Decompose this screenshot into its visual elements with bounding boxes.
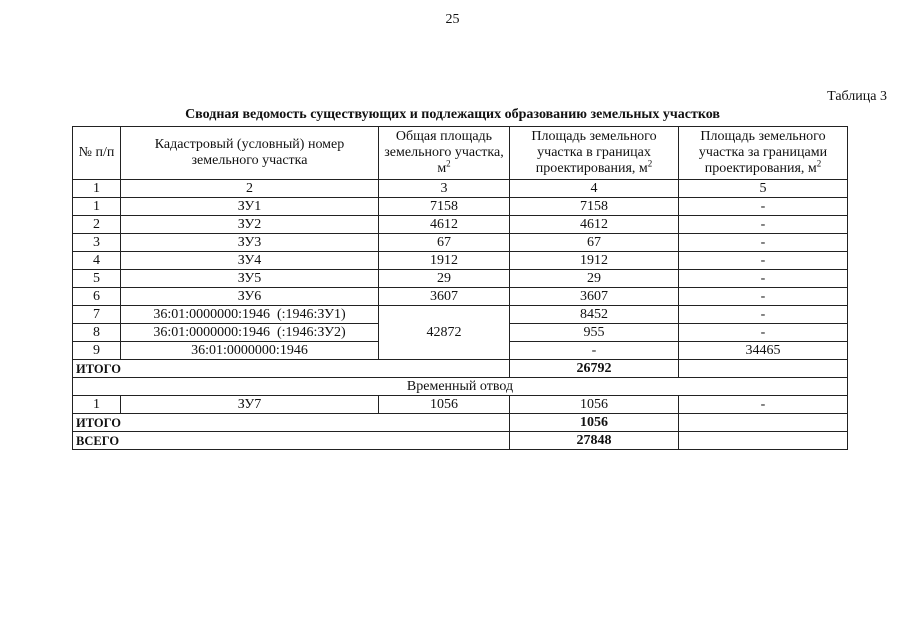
itogo2-label: ИТОГО <box>73 414 510 432</box>
area-inside: 7158 <box>510 198 679 216</box>
plot-id: ЗУ3 <box>121 234 379 252</box>
merged-total-area: 42872 <box>379 306 510 360</box>
header-number: № п/п <box>73 127 121 180</box>
area-inside: 67 <box>510 234 679 252</box>
itogo-value: 26792 <box>510 360 679 378</box>
total-area: 3607 <box>379 288 510 306</box>
header-area-inside: Площадь земельного участка в границах проектирования, $м^2$ <box>510 127 679 180</box>
table-row <box>73 306 848 324</box>
empty-cell <box>679 432 848 450</box>
total-area: 1056 <box>379 396 510 414</box>
area-outside: - <box>679 198 848 216</box>
column-number: 3 <box>379 180 510 198</box>
row-number: 2 <box>73 216 121 234</box>
row-number: 3 <box>73 234 121 252</box>
row-number: 9 <box>73 342 121 360</box>
area-outside: - <box>679 270 848 288</box>
total-area: 29 <box>379 270 510 288</box>
area-outside: - <box>679 324 848 342</box>
header-cadastral: Кадастровый (условный) номер земельного участка <box>121 127 379 180</box>
row-number: 1 <box>73 198 121 216</box>
table-row <box>73 288 848 306</box>
total-area: 1912 <box>379 252 510 270</box>
itogo-label: ИТОГО <box>73 360 510 378</box>
area-outside: - <box>679 234 848 252</box>
itogo2-value: 1056 <box>510 414 679 432</box>
area-outside: - <box>679 216 848 234</box>
area-inside: - <box>510 342 679 360</box>
area-inside: 1912 <box>510 252 679 270</box>
area-inside: 1056 <box>510 396 679 414</box>
row-number: 6 <box>73 288 121 306</box>
plot-id: 36:01:0000000:1946 (:1946:ЗУ2) <box>121 324 379 342</box>
row-number: 4 <box>73 252 121 270</box>
column-number: 2 <box>121 180 379 198</box>
table-row <box>73 396 848 414</box>
plot-id: ЗУ2 <box>121 216 379 234</box>
vsego-label: ВСЕГО <box>73 432 510 450</box>
plot-id: ЗУ1 <box>121 198 379 216</box>
section-title: Временный отвод <box>73 378 848 396</box>
area-inside: 3607 <box>510 288 679 306</box>
table-row <box>73 198 848 216</box>
section-row <box>73 378 848 396</box>
table-row <box>73 252 848 270</box>
row-number: 7 <box>73 306 121 324</box>
area-outside: - <box>679 396 848 414</box>
itogo-row <box>73 360 848 378</box>
row-number: 1 <box>73 396 121 414</box>
itogo2-row <box>73 414 848 432</box>
area-outside: - <box>679 306 848 324</box>
header-row <box>73 127 848 180</box>
row-number: 8 <box>73 324 121 342</box>
total-area: 7158 <box>379 198 510 216</box>
column-number: 1 <box>73 180 121 198</box>
table-title: Сводная ведомость существующих и подлежащих образованию земельных участков <box>185 107 720 122</box>
land-plots-table <box>72 126 848 450</box>
empty-cell <box>679 360 848 378</box>
row-number: 5 <box>73 270 121 288</box>
total-area: 4612 <box>379 216 510 234</box>
table-row <box>73 216 848 234</box>
header-area-outside: Площадь земельного участка за границами проектирования, $м^2$ <box>679 127 848 180</box>
plot-id: ЗУ7 <box>121 396 379 414</box>
page-number: 25 <box>445 12 460 27</box>
plot-id: ЗУ5 <box>121 270 379 288</box>
column-numbers-row <box>73 180 848 198</box>
plot-id: 36:01:0000000:1946 <box>121 342 379 360</box>
area-outside: 34465 <box>679 342 848 360</box>
plot-id: ЗУ4 <box>121 252 379 270</box>
area-inside: 29 <box>510 270 679 288</box>
area-inside: 4612 <box>510 216 679 234</box>
area-inside: 8452 <box>510 306 679 324</box>
area-outside: - <box>679 288 848 306</box>
table-label: Таблица 3 <box>827 89 887 104</box>
empty-cell <box>679 414 848 432</box>
vsego-value: 27848 <box>510 432 679 450</box>
header-total-area: Общая площадь земельного участка, $м^2$ <box>379 127 510 180</box>
table-row <box>73 234 848 252</box>
table-row <box>73 270 848 288</box>
vsego-row <box>73 432 848 450</box>
column-number: 5 <box>679 180 848 198</box>
column-number: 4 <box>510 180 679 198</box>
total-area: 67 <box>379 234 510 252</box>
area-inside: 955 <box>510 324 679 342</box>
plot-id: 36:01:0000000:1946 (:1946:ЗУ1) <box>121 306 379 324</box>
area-outside: - <box>679 252 848 270</box>
plot-id: ЗУ6 <box>121 288 379 306</box>
